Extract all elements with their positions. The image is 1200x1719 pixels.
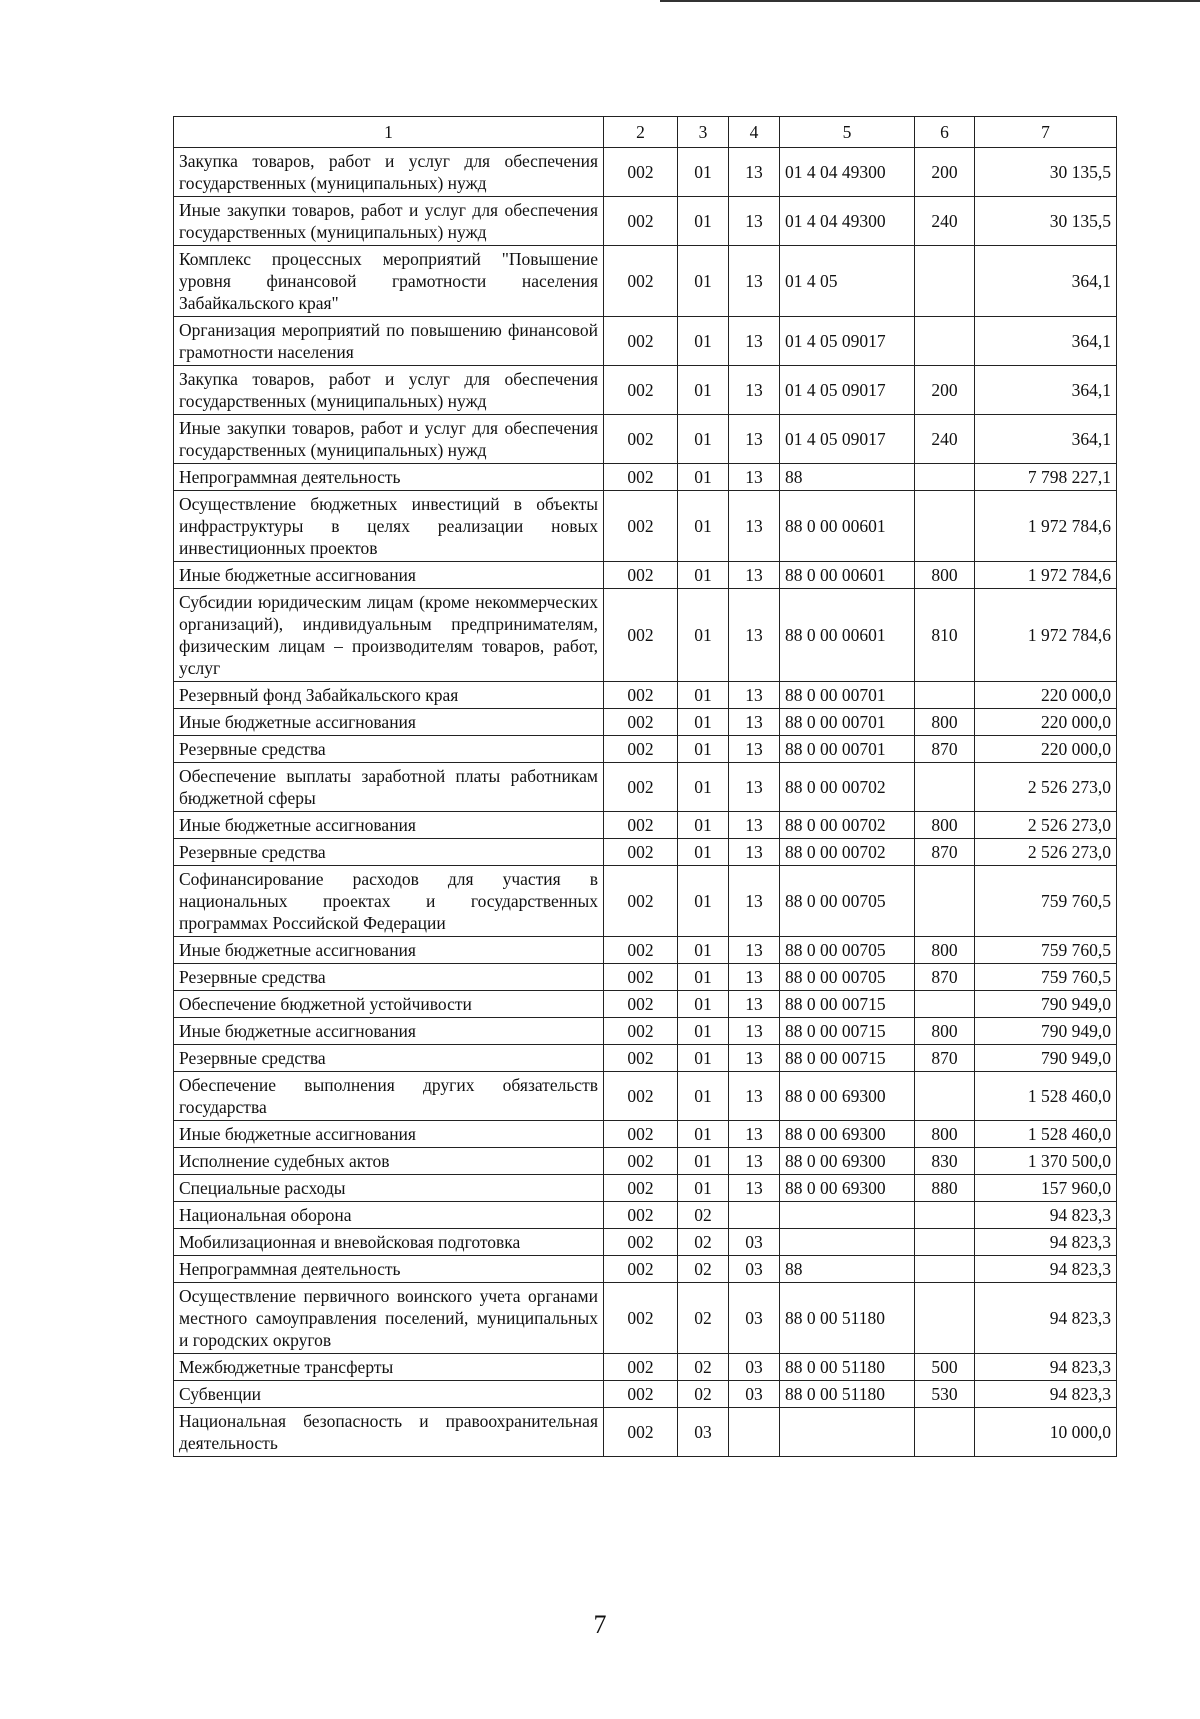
row-subsection: 13 [729, 937, 780, 964]
header-col-6: 6 [915, 117, 975, 148]
row-section: 01 [678, 1045, 729, 1072]
row-name: Специальные расходы [174, 1175, 604, 1202]
row-expense-type: 800 [915, 812, 975, 839]
row-expense-type: 240 [915, 197, 975, 246]
row-target-article: 88 0 00 00702 [780, 812, 915, 839]
table-row [174, 1381, 1117, 1408]
row-subsection: 13 [729, 1175, 780, 1202]
row-target-article: 88 0 00 00601 [780, 491, 915, 562]
budget-table [173, 116, 1117, 1457]
row-section: 01 [678, 562, 729, 589]
row-grbs: 002 [604, 246, 678, 317]
row-subsection: 13 [729, 589, 780, 682]
row-grbs: 002 [604, 964, 678, 991]
row-expense-type: 800 [915, 1018, 975, 1045]
row-subsection: 13 [729, 763, 780, 812]
top-border-line [660, 0, 1200, 2]
row-name: Резервные средства [174, 736, 604, 763]
row-amount: 759 760,5 [975, 964, 1117, 991]
row-expense-type [915, 991, 975, 1018]
row-section: 01 [678, 709, 729, 736]
row-name: Софинансирование расходов для участия в национальных проектах и государственных программах Российской Федерации [174, 866, 604, 937]
row-section: 01 [678, 839, 729, 866]
row-section: 01 [678, 589, 729, 682]
table-row [174, 1229, 1117, 1256]
row-section: 01 [678, 1072, 729, 1121]
row-grbs: 002 [604, 1121, 678, 1148]
row-target-article: 88 0 00 00715 [780, 991, 915, 1018]
row-expense-type [915, 763, 975, 812]
row-target-article [780, 1408, 915, 1457]
row-target-article: 88 0 00 00702 [780, 763, 915, 812]
row-subsection: 13 [729, 197, 780, 246]
table-row [174, 562, 1117, 589]
row-section: 02 [678, 1229, 729, 1256]
row-target-article: 88 0 00 00705 [780, 964, 915, 991]
row-section: 01 [678, 964, 729, 991]
row-name: Резервные средства [174, 964, 604, 991]
row-target-article: 88 0 00 00701 [780, 709, 915, 736]
row-grbs: 002 [604, 1202, 678, 1229]
row-target-article: 01 4 05 09017 [780, 415, 915, 464]
row-expense-type [915, 1283, 975, 1354]
row-amount: 759 760,5 [975, 866, 1117, 937]
row-grbs: 002 [604, 1381, 678, 1408]
row-grbs: 002 [604, 464, 678, 491]
row-target-article: 01 4 04 49300 [780, 197, 915, 246]
row-grbs: 002 [604, 197, 678, 246]
row-subsection: 13 [729, 148, 780, 197]
row-section: 01 [678, 866, 729, 937]
row-expense-type [915, 317, 975, 366]
row-subsection: 13 [729, 1148, 780, 1175]
row-subsection: 13 [729, 1072, 780, 1121]
row-amount: 364,1 [975, 246, 1117, 317]
row-section: 01 [678, 366, 729, 415]
row-amount: 1 972 784,6 [975, 589, 1117, 682]
row-section: 01 [678, 1018, 729, 1045]
table-row [174, 1354, 1117, 1381]
table-row [174, 1175, 1117, 1202]
row-name: Резервные средства [174, 839, 604, 866]
row-grbs: 002 [604, 562, 678, 589]
table-row [174, 1283, 1117, 1354]
row-amount: 1 972 784,6 [975, 491, 1117, 562]
row-name: Иные бюджетные ассигнования [174, 1018, 604, 1045]
header-col-7: 7 [975, 117, 1117, 148]
row-amount: 94 823,3 [975, 1202, 1117, 1229]
table-row [174, 866, 1117, 937]
table-row [174, 1408, 1117, 1457]
row-target-article: 88 0 00 69300 [780, 1175, 915, 1202]
row-section: 01 [678, 1175, 729, 1202]
row-amount: 790 949,0 [975, 1018, 1117, 1045]
row-grbs: 002 [604, 1229, 678, 1256]
table-row [174, 812, 1117, 839]
row-section: 01 [678, 991, 729, 1018]
row-target-article: 88 0 00 00705 [780, 937, 915, 964]
row-grbs: 002 [604, 1283, 678, 1354]
row-grbs: 002 [604, 1175, 678, 1202]
row-subsection: 13 [729, 317, 780, 366]
table-row [174, 1148, 1117, 1175]
table-row [174, 1121, 1117, 1148]
row-grbs: 002 [604, 1045, 678, 1072]
row-target-article: 88 0 00 00601 [780, 589, 915, 682]
row-subsection: 03 [729, 1354, 780, 1381]
row-name: Осуществление первичного воинского учета органами местного самоуправления поселений, муниципальных и городских округов [174, 1283, 604, 1354]
row-grbs: 002 [604, 736, 678, 763]
row-name: Закупка товаров, работ и услуг для обеспечения государственных (муниципальных) нужд [174, 366, 604, 415]
row-expense-type [915, 1202, 975, 1229]
table-row [174, 964, 1117, 991]
row-target-article: 88 0 00 00702 [780, 839, 915, 866]
table-row [174, 1202, 1117, 1229]
row-target-article [780, 1202, 915, 1229]
row-expense-type: 870 [915, 964, 975, 991]
row-expense-type [915, 1072, 975, 1121]
row-name: Закупка товаров, работ и услуг для обеспечения государственных (муниципальных) нужд [174, 148, 604, 197]
row-subsection: 13 [729, 1045, 780, 1072]
table-row [174, 589, 1117, 682]
row-section: 01 [678, 763, 729, 812]
row-section: 01 [678, 415, 729, 464]
row-name: Комплекс процессных мероприятий "Повышение уровня финансовой грамотности населения Забайкальского края" [174, 246, 604, 317]
row-amount: 1 528 460,0 [975, 1072, 1117, 1121]
row-section: 01 [678, 736, 729, 763]
row-section: 02 [678, 1202, 729, 1229]
row-grbs: 002 [604, 589, 678, 682]
row-grbs: 002 [604, 415, 678, 464]
row-amount: 94 823,3 [975, 1381, 1117, 1408]
row-subsection: 13 [729, 812, 780, 839]
row-amount: 94 823,3 [975, 1229, 1117, 1256]
row-name: Национальная оборона [174, 1202, 604, 1229]
row-target-article: 88 0 00 00601 [780, 562, 915, 589]
row-subsection: 03 [729, 1381, 780, 1408]
row-expense-type: 800 [915, 1121, 975, 1148]
row-amount: 30 135,5 [975, 148, 1117, 197]
row-expense-type: 200 [915, 148, 975, 197]
table-row [174, 937, 1117, 964]
row-subsection: 13 [729, 464, 780, 491]
row-section: 01 [678, 1121, 729, 1148]
row-subsection: 13 [729, 1121, 780, 1148]
row-expense-type: 870 [915, 736, 975, 763]
row-section: 03 [678, 1408, 729, 1457]
row-name: Организация мероприятий по повышению финансовой грамотности населения [174, 317, 604, 366]
row-expense-type: 200 [915, 366, 975, 415]
row-subsection: 13 [729, 736, 780, 763]
row-expense-type: 800 [915, 937, 975, 964]
row-expense-type: 530 [915, 1381, 975, 1408]
row-amount: 157 960,0 [975, 1175, 1117, 1202]
row-name: Непрограммная деятельность [174, 464, 604, 491]
row-target-article: 88 0 00 69300 [780, 1072, 915, 1121]
row-amount: 364,1 [975, 415, 1117, 464]
row-amount: 2 526 273,0 [975, 763, 1117, 812]
row-section: 02 [678, 1256, 729, 1283]
row-expense-type: 240 [915, 415, 975, 464]
header-col-1: 1 [174, 117, 604, 148]
row-subsection: 13 [729, 246, 780, 317]
row-target-article: 88 [780, 464, 915, 491]
header-col-4: 4 [729, 117, 780, 148]
row-amount: 220 000,0 [975, 682, 1117, 709]
row-target-article: 88 0 00 00705 [780, 866, 915, 937]
row-target-article: 88 0 00 00715 [780, 1045, 915, 1072]
row-grbs: 002 [604, 1148, 678, 1175]
row-target-article: 01 4 05 [780, 246, 915, 317]
page-number: 7 [593, 1610, 607, 1639]
row-expense-type [915, 246, 975, 317]
row-grbs: 002 [604, 1408, 678, 1457]
row-name: Осуществление бюджетных инвестиций в объекты инфраструктуры в целях реализации новых инвестиционных проектов [174, 491, 604, 562]
row-subsection: 13 [729, 1018, 780, 1045]
row-subsection: 13 [729, 682, 780, 709]
table-row [174, 148, 1117, 197]
row-expense-type: 870 [915, 839, 975, 866]
row-section: 01 [678, 148, 729, 197]
row-name: Иные бюджетные ассигнования [174, 562, 604, 589]
table-row [174, 839, 1117, 866]
row-grbs: 002 [604, 148, 678, 197]
row-expense-type: 830 [915, 1148, 975, 1175]
row-name: Субвенции [174, 1381, 604, 1408]
row-target-article: 88 0 00 51180 [780, 1283, 915, 1354]
row-name: Непрограммная деятельность [174, 1256, 604, 1283]
header-col-3: 3 [678, 117, 729, 148]
table-row [174, 1256, 1117, 1283]
row-amount: 10 000,0 [975, 1408, 1117, 1457]
row-name: Обеспечение бюджетной устойчивости [174, 991, 604, 1018]
row-grbs: 002 [604, 839, 678, 866]
row-expense-type [915, 1256, 975, 1283]
table-row [174, 246, 1117, 317]
table-row [174, 317, 1117, 366]
table-row [174, 415, 1117, 464]
row-amount: 2 526 273,0 [975, 812, 1117, 839]
row-section: 01 [678, 937, 729, 964]
row-name: Субсидии юридическим лицам (кроме некоммерческих организаций), индивидуальным предпринимателям, физическим лицам – производителям товаров, работ, услуг [174, 589, 604, 682]
row-amount: 2 526 273,0 [975, 839, 1117, 866]
row-target-article: 01 4 04 49300 [780, 148, 915, 197]
table-row [174, 1018, 1117, 1045]
row-amount: 7 798 227,1 [975, 464, 1117, 491]
row-subsection [729, 1202, 780, 1229]
row-target-article: 88 0 00 69300 [780, 1148, 915, 1175]
row-expense-type [915, 1229, 975, 1256]
row-grbs: 002 [604, 682, 678, 709]
row-target-article: 01 4 05 09017 [780, 317, 915, 366]
row-subsection: 03 [729, 1229, 780, 1256]
row-subsection: 03 [729, 1283, 780, 1354]
row-expense-type: 800 [915, 562, 975, 589]
row-section: 01 [678, 246, 729, 317]
row-expense-type: 810 [915, 589, 975, 682]
row-expense-type: 800 [915, 709, 975, 736]
row-section: 01 [678, 197, 729, 246]
row-expense-type [915, 491, 975, 562]
row-grbs: 002 [604, 763, 678, 812]
row-grbs: 002 [604, 317, 678, 366]
table-row [174, 682, 1117, 709]
row-target-article: 01 4 05 09017 [780, 366, 915, 415]
row-subsection: 13 [729, 839, 780, 866]
row-amount: 364,1 [975, 366, 1117, 415]
table-header-row [174, 117, 1117, 148]
row-expense-type [915, 682, 975, 709]
row-grbs: 002 [604, 1256, 678, 1283]
table-row [174, 197, 1117, 246]
row-name: Межбюджетные трансферты [174, 1354, 604, 1381]
row-expense-type [915, 866, 975, 937]
row-section: 02 [678, 1283, 729, 1354]
row-name: Иные бюджетные ассигнования [174, 937, 604, 964]
row-section: 02 [678, 1381, 729, 1408]
row-amount: 220 000,0 [975, 736, 1117, 763]
table-row [174, 366, 1117, 415]
row-name: Резервный фонд Забайкальского края [174, 682, 604, 709]
row-amount: 30 135,5 [975, 197, 1117, 246]
table-row [174, 763, 1117, 812]
row-grbs: 002 [604, 491, 678, 562]
row-amount: 790 949,0 [975, 991, 1117, 1018]
table-row [174, 736, 1117, 763]
row-expense-type: 870 [915, 1045, 975, 1072]
row-expense-type [915, 1408, 975, 1457]
header-col-2: 2 [604, 117, 678, 148]
row-name: Национальная безопасность и правоохранительная деятельность [174, 1408, 604, 1457]
row-amount: 790 949,0 [975, 1045, 1117, 1072]
row-amount: 1 528 460,0 [975, 1121, 1117, 1148]
row-name: Иные закупки товаров, работ и услуг для обеспечения государственных (муниципальных) нужд [174, 197, 604, 246]
row-grbs: 002 [604, 991, 678, 1018]
row-amount: 759 760,5 [975, 937, 1117, 964]
row-name: Иные бюджетные ассигнования [174, 709, 604, 736]
row-section: 01 [678, 491, 729, 562]
table-row [174, 464, 1117, 491]
row-subsection: 13 [729, 964, 780, 991]
row-grbs: 002 [604, 709, 678, 736]
row-target-article: 88 0 00 00701 [780, 736, 915, 763]
row-target-article: 88 0 00 51180 [780, 1381, 915, 1408]
row-amount: 364,1 [975, 317, 1117, 366]
table-row [174, 1045, 1117, 1072]
row-expense-type: 880 [915, 1175, 975, 1202]
row-name: Мобилизационная и вневойсковая подготовка [174, 1229, 604, 1256]
row-name: Исполнение судебных актов [174, 1148, 604, 1175]
row-name: Иные бюджетные ассигнования [174, 1121, 604, 1148]
row-grbs: 002 [604, 937, 678, 964]
row-section: 02 [678, 1354, 729, 1381]
row-subsection: 13 [729, 562, 780, 589]
row-amount: 94 823,3 [975, 1354, 1117, 1381]
row-target-article: 88 0 00 00715 [780, 1018, 915, 1045]
row-grbs: 002 [604, 1354, 678, 1381]
table-row [174, 991, 1117, 1018]
row-section: 01 [678, 317, 729, 366]
row-target-article [780, 1229, 915, 1256]
table-row [174, 709, 1117, 736]
row-amount: 94 823,3 [975, 1256, 1117, 1283]
row-name: Обеспечение выполнения других обязательств государства [174, 1072, 604, 1121]
row-section: 01 [678, 682, 729, 709]
row-target-article: 88 [780, 1256, 915, 1283]
table-row [174, 1072, 1117, 1121]
header-col-5: 5 [780, 117, 915, 148]
row-grbs: 002 [604, 866, 678, 937]
row-section: 01 [678, 464, 729, 491]
row-target-article: 88 0 00 69300 [780, 1121, 915, 1148]
row-amount: 1 370 500,0 [975, 1148, 1117, 1175]
row-subsection [729, 1408, 780, 1457]
row-subsection: 13 [729, 866, 780, 937]
row-subsection: 13 [729, 366, 780, 415]
row-subsection: 13 [729, 415, 780, 464]
row-amount: 94 823,3 [975, 1283, 1117, 1354]
row-target-article: 88 0 00 51180 [780, 1354, 915, 1381]
table-row [174, 491, 1117, 562]
row-grbs: 002 [604, 812, 678, 839]
row-subsection: 13 [729, 491, 780, 562]
row-target-article: 88 0 00 00701 [780, 682, 915, 709]
row-grbs: 002 [604, 1018, 678, 1045]
row-name: Резервные средства [174, 1045, 604, 1072]
row-expense-type [915, 464, 975, 491]
row-grbs: 002 [604, 366, 678, 415]
row-subsection: 13 [729, 709, 780, 736]
row-name: Иные бюджетные ассигнования [174, 812, 604, 839]
row-amount: 220 000,0 [975, 709, 1117, 736]
row-name: Иные закупки товаров, работ и услуг для обеспечения государственных (муниципальных) нужд [174, 415, 604, 464]
row-expense-type: 500 [915, 1354, 975, 1381]
row-subsection: 13 [729, 991, 780, 1018]
row-subsection: 03 [729, 1256, 780, 1283]
row-section: 01 [678, 1148, 729, 1175]
row-name: Обеспечение выплаты заработной платы работникам бюджетной сферы [174, 763, 604, 812]
row-amount: 1 972 784,6 [975, 562, 1117, 589]
row-section: 01 [678, 812, 729, 839]
row-grbs: 002 [604, 1072, 678, 1121]
